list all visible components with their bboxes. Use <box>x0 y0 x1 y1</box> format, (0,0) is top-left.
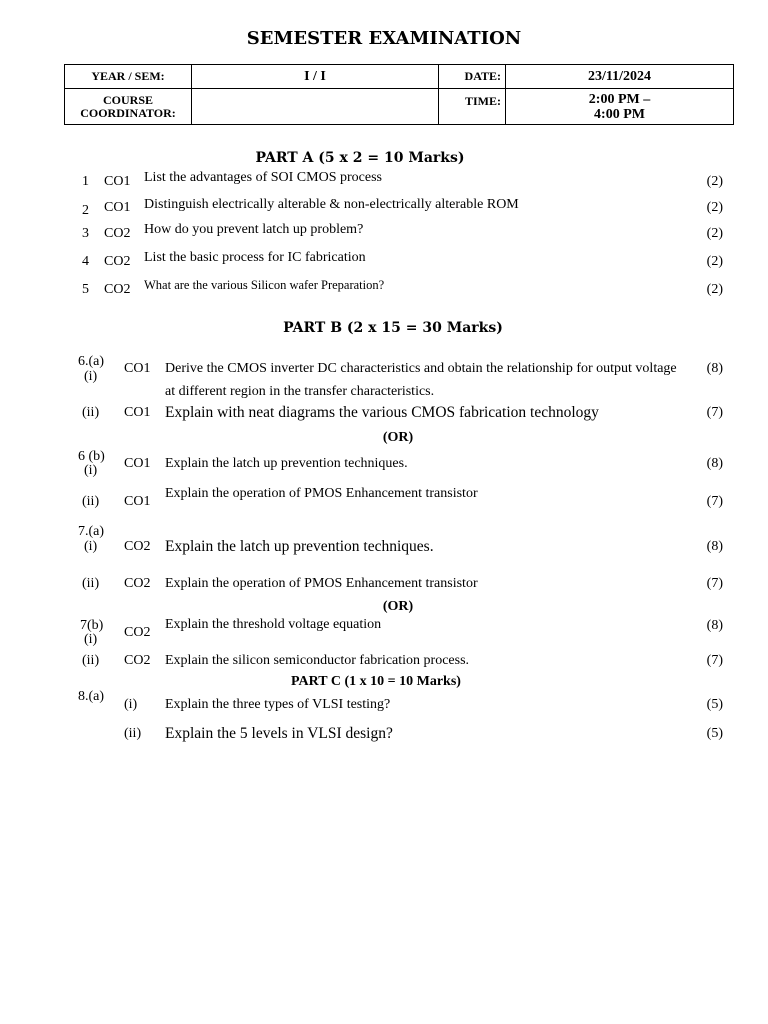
sub-question-number: (ii) <box>82 494 100 509</box>
question-marks: (7) <box>706 576 723 591</box>
course-outcome: CO2 <box>124 653 151 668</box>
question-number: 5 <box>82 282 89 297</box>
coordinator-label-line-1: COURSE <box>102 92 153 107</box>
or-divider-7: (OR) <box>382 599 414 614</box>
question-text: How do you prevent latch up problem? <box>144 222 364 237</box>
course-outcome: CO1 <box>124 361 151 376</box>
question-marks: (2) <box>706 174 723 189</box>
time-value-line-1: 2:00 PM – <box>588 91 651 107</box>
question-marks: (2) <box>706 226 723 241</box>
question-number: 7.(a) <box>78 524 105 539</box>
course-outcome: CO2 <box>124 576 151 591</box>
question-text: Distinguish electrically alterable & non-electrically alterable ROM <box>144 197 519 212</box>
question-text: Explain the three types of VLSI testing? <box>165 697 391 712</box>
question-text: Explain the latch up prevention techniques. <box>165 456 408 471</box>
coordinator-label <box>65 89 192 125</box>
question-marks: (2) <box>706 200 723 215</box>
course-outcome: CO2 <box>124 539 151 554</box>
question-text: List the basic process for IC fabrication <box>144 250 366 265</box>
question-text-line-2: at different region in the transfer characteristics. <box>165 384 435 399</box>
question-marks: (8) <box>706 361 723 376</box>
course-outcome: CO1 <box>124 456 151 471</box>
coordinator-label-line-2: COORDINATOR: <box>80 105 176 120</box>
course-outcome: CO1 <box>124 405 151 420</box>
part-c-title: PART C (1 x 10 = 10 Marks) <box>291 674 461 689</box>
year-sem-value: I / I <box>192 65 439 89</box>
question-text: List the advantages of SOI CMOS process <box>144 170 382 185</box>
sub-question-number: (ii) <box>124 726 142 741</box>
question-text: Explain the operation of PMOS Enhancement transistor <box>165 486 478 501</box>
sub-question-number: (ii) <box>82 405 100 420</box>
course-outcome: CO1 <box>104 200 131 215</box>
time-label: TIME: <box>439 89 506 125</box>
question-number: 6.(a) <box>78 354 105 369</box>
question-marks: (8) <box>706 456 723 471</box>
year-sem-label: YEAR / SEM: <box>65 65 192 89</box>
question-number: 1 <box>82 174 89 189</box>
question-text: Explain the latch up prevention techniques. <box>165 538 434 555</box>
question-number: 8.(a) <box>78 689 105 704</box>
course-outcome: CO2 <box>104 282 131 297</box>
course-outcome: CO1 <box>124 494 151 509</box>
sub-question-number: (i) <box>84 463 98 478</box>
part-b-title: PART B (2 x 15 = 30 Marks) <box>283 320 503 336</box>
question-marks: (5) <box>706 697 723 712</box>
time-value <box>506 89 734 125</box>
question-marks: (8) <box>706 539 723 554</box>
question-text: What are the various Silicon wafer Preparation? <box>144 278 385 292</box>
question-text: Explain the operation of PMOS Enhancement transistor <box>165 576 478 591</box>
exam-header-table <box>64 64 734 125</box>
part-a-title: PART A (5 x 2 = 10 Marks) <box>255 150 465 166</box>
course-outcome: CO2 <box>124 625 151 640</box>
date-label: DATE: <box>439 65 506 89</box>
sub-question-number: (i) <box>124 697 138 712</box>
course-outcome: CO2 <box>104 254 131 269</box>
question-marks: (2) <box>706 254 723 269</box>
question-text-line-1: Derive the CMOS inverter DC characteristics and obtain the relationship for output voltage <box>165 361 677 376</box>
question-marks: (2) <box>706 282 723 297</box>
question-text: Explain the silicon semiconductor fabrication process. <box>165 653 470 668</box>
sub-question-number: (ii) <box>82 576 100 591</box>
question-number: 2 <box>82 203 89 218</box>
question-number: 7(b) <box>80 618 104 633</box>
sub-question-number: (i) <box>84 369 98 384</box>
question-marks: (5) <box>706 726 723 741</box>
course-outcome: CO2 <box>104 226 131 241</box>
question-text: Explain the 5 levels in VLSI design? <box>165 725 393 742</box>
sub-question-number: (i) <box>84 632 98 647</box>
question-marks: (7) <box>706 494 723 509</box>
or-divider-6: (OR) <box>382 430 414 445</box>
date-value: 23/11/2024 <box>506 65 734 89</box>
sub-question-number: (ii) <box>82 653 100 668</box>
sub-question-number: (i) <box>84 539 98 554</box>
coordinator-value <box>192 89 439 125</box>
exam-title: SEMESTER EXAMINATION <box>246 28 522 49</box>
question-text: Explain with neat diagrams the various CMOS fabrication technology <box>165 404 599 421</box>
question-number: 4 <box>82 254 89 269</box>
question-marks: (7) <box>706 653 723 668</box>
question-marks: (8) <box>706 618 723 633</box>
question-number: 3 <box>82 226 89 241</box>
question-number: 6 (b) <box>78 449 105 464</box>
time-value-line-2: 4:00 PM <box>594 106 645 122</box>
course-outcome: CO1 <box>104 174 131 189</box>
question-marks: (7) <box>706 405 723 420</box>
question-text: Explain the threshold voltage equation <box>165 617 382 632</box>
